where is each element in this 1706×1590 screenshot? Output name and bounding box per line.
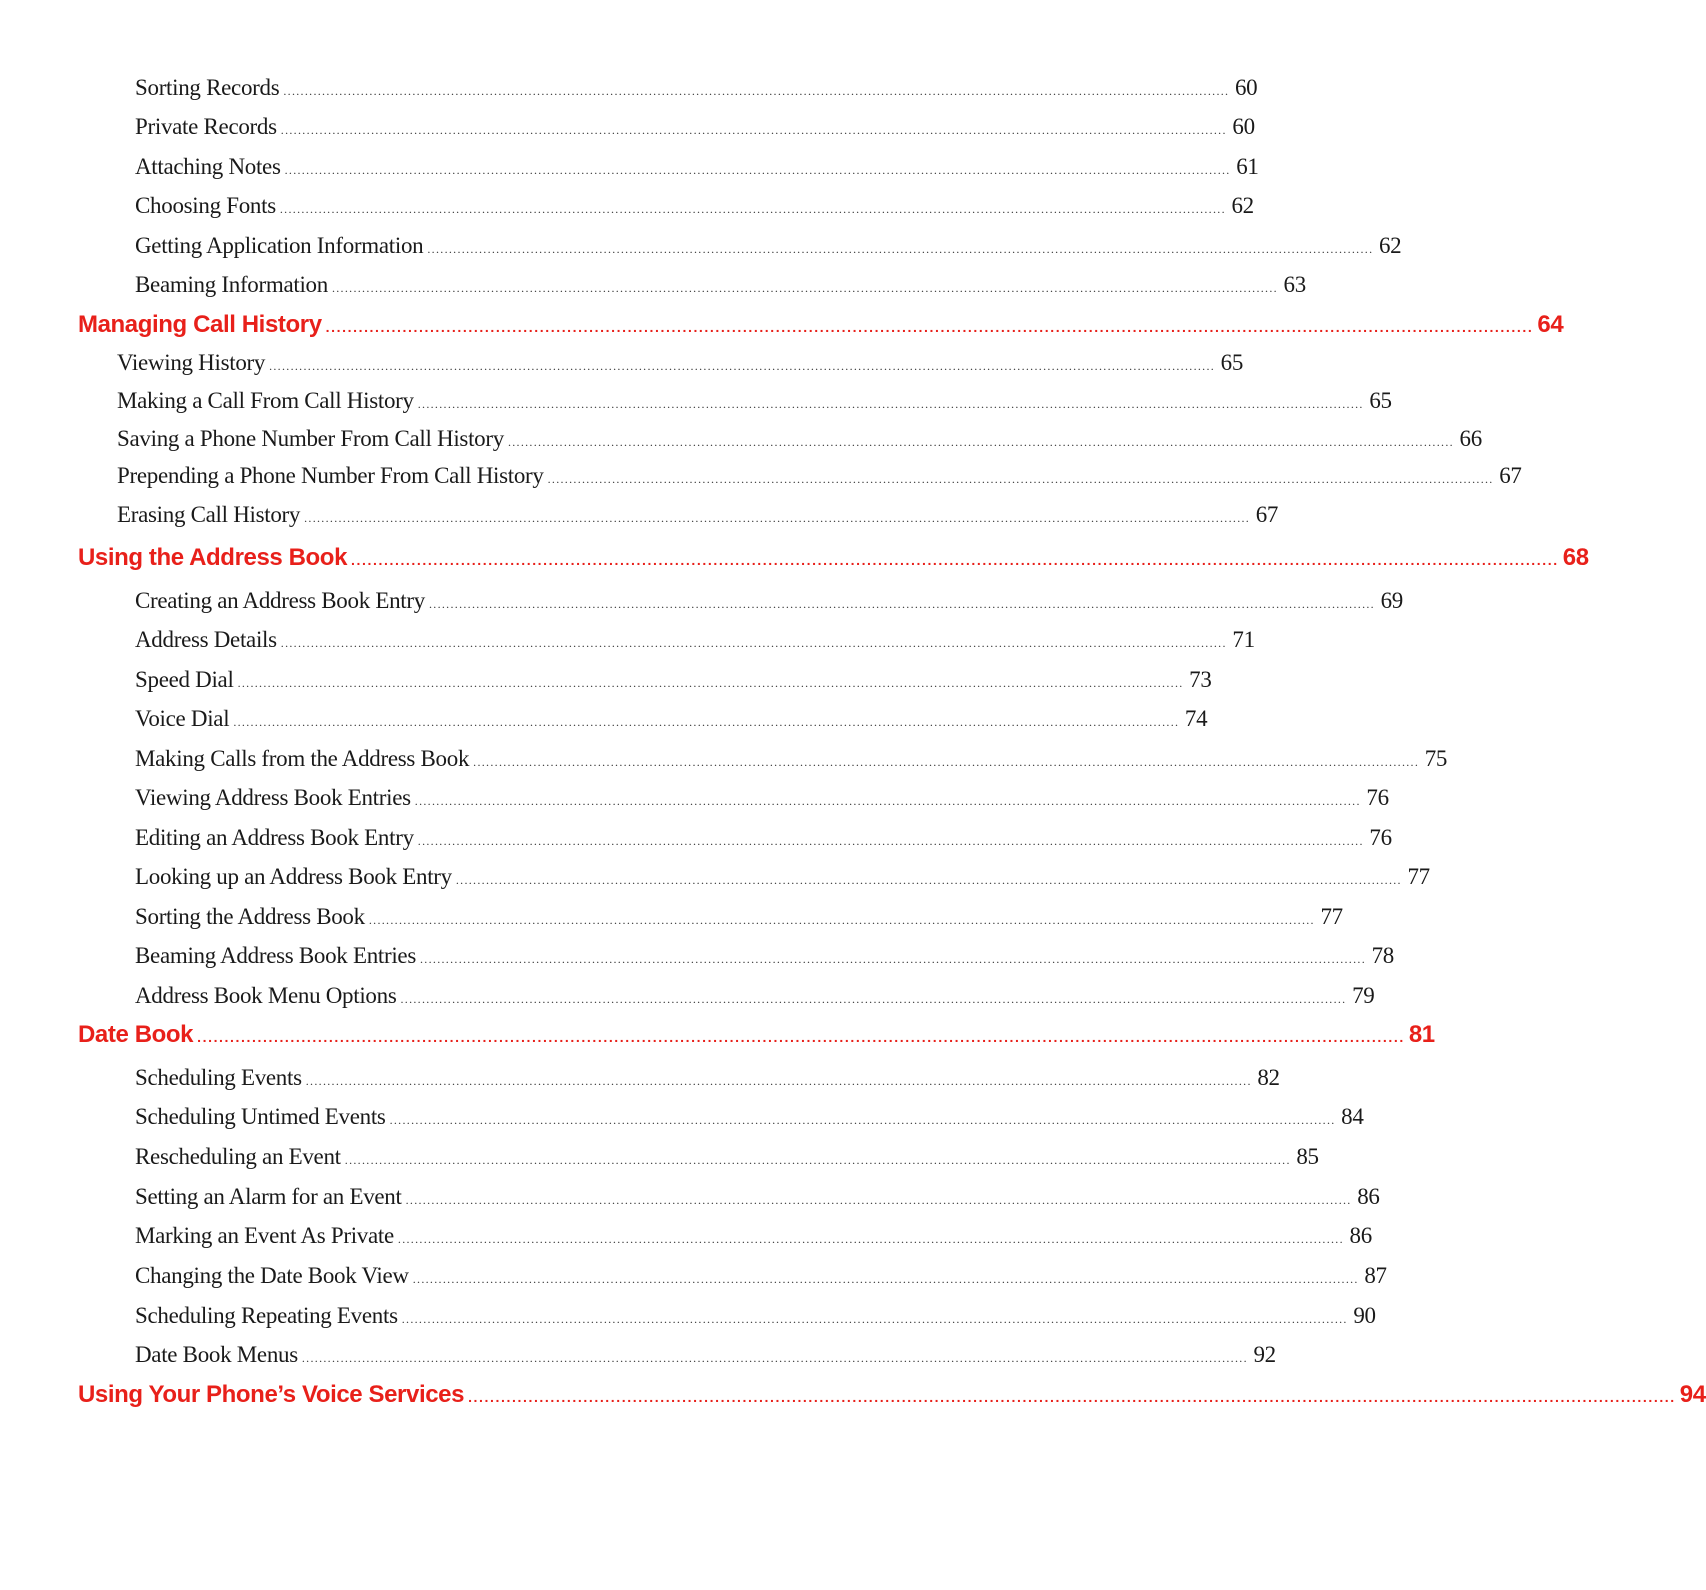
dot-leader: ............................................................................................................................................................................................................................ (428, 597, 1375, 611)
toc-page-number: 71 (1232, 627, 1255, 652)
dot-leader: ............................................................................................................................................................................................................................ (417, 397, 1364, 411)
toc-entry-title: Voice Dial (135, 706, 230, 731)
dot-leader: ............................................................................................................................................................................................................................ (280, 123, 1227, 137)
toc-entry-title: Getting Application Information (135, 233, 424, 258)
toc-entry[interactable] (135, 625, 1255, 655)
toc-page-number: 68 (1562, 544, 1589, 571)
toc-entry-title: Making a Call From Call History (117, 388, 414, 413)
dot-leader: ............................................................................................................................................................................................................................ (397, 1232, 1344, 1246)
dot-leader: ............................................................................................................................................................................................................................ (420, 952, 1366, 966)
toc-entry[interactable] (135, 704, 1208, 734)
dot-leader: ............................................................................................................................................................................................................................ (280, 636, 1227, 650)
toc-entry-title: Looking up an Address Book Entry (135, 864, 452, 889)
toc-entry[interactable] (135, 941, 1394, 971)
dot-leader: ............................................................................................................................................................................................................................ (279, 202, 1226, 216)
toc-entry[interactable] (135, 1102, 1364, 1132)
toc-entry-title: Scheduling Repeating Events (135, 1303, 398, 1328)
dot-leader: ............................................................................................................................................................................................................................ (401, 1312, 1348, 1326)
toc-entry-title: Prepending a Phone Number From Call History (117, 463, 544, 488)
toc-entry[interactable] (135, 1182, 1380, 1212)
dot-leader: ............................................................................................................................................................................................................................ (237, 676, 1184, 690)
toc-entry[interactable] (135, 1261, 1387, 1291)
toc-entry[interactable] (135, 823, 1392, 853)
toc-entry-title: Private Records (135, 114, 277, 139)
dot-leader: ............................................................................................................................................................................................................................ (233, 715, 1180, 729)
toc-entry-title: Viewing Address Book Entries (135, 785, 411, 810)
toc-page-number: 74 (1184, 706, 1208, 731)
toc-entry[interactable] (135, 112, 1255, 142)
toc-page-number: 77 (1407, 864, 1430, 889)
dot-leader: ............................................................................................................................................................................................................................ (284, 163, 1231, 177)
toc-entry-title: Address Details (135, 627, 277, 652)
dot-leader: ............................................................................................................................................................................................................................ (301, 1351, 1248, 1365)
toc-page-number: 60 (1232, 114, 1255, 139)
toc-page-number: 60 (1234, 75, 1258, 100)
toc-entry-title: Using the Address Book (78, 544, 348, 571)
toc-entry-title: Scheduling Events (135, 1065, 302, 1090)
dot-leader: ............................................................................................................................................................................................................................ (473, 755, 1420, 769)
toc-entry[interactable] (135, 981, 1375, 1011)
toc-page-number: 76 (1366, 785, 1389, 810)
dot-leader: ............................................................................................................................................................................................................................ (305, 1074, 1252, 1088)
toc-page-number: 61 (1236, 154, 1259, 179)
toc-page-number: 66 (1459, 426, 1482, 451)
dot-leader: ............................................................................................................................................................................................................................ (197, 1029, 1405, 1045)
toc-page-number: 62 (1378, 233, 1402, 258)
toc-page-number: 92 (1253, 1342, 1276, 1367)
toc-entry-title: Erasing Call History (117, 502, 301, 527)
toc-page-number: 81 (1408, 1021, 1435, 1048)
dot-leader: ............................................................................................................................................................................................................................ (269, 359, 1216, 373)
toc-page-number: 78 (1371, 943, 1394, 968)
toc-entry[interactable] (135, 73, 1258, 103)
dot-leader: ............................................................................................................................................................................................................................ (304, 511, 1251, 525)
toc-entry-title: Creating an Address Book Entry (135, 588, 425, 613)
dot-leader: ............................................................................................................................................................................................................................ (368, 913, 1315, 927)
dot-leader: ............................................................................................................................................................................................................................ (351, 552, 1559, 568)
toc-entry[interactable] (135, 862, 1430, 892)
dot-leader: ............................................................................................................................................................................................................................ (400, 992, 1347, 1006)
toc-entry-title: Attaching Notes (135, 154, 281, 179)
toc-page-number: 94 (1679, 1381, 1706, 1408)
toc-page-number: 67 (1255, 502, 1279, 527)
toc-entry-title: Scheduling Untimed Events (135, 1104, 386, 1129)
dot-leader: ............................................................................................................................................................................................................................ (417, 834, 1364, 848)
toc-section-entry[interactable] (78, 1019, 1435, 1051)
dot-leader: ............................................................................................................................................................................................................................ (468, 1389, 1676, 1405)
toc-entry-title: Marking an Event As Private (135, 1223, 394, 1248)
dot-leader: ............................................................................................................................................................................................................................ (414, 794, 1361, 808)
toc-entry[interactable] (135, 1340, 1276, 1370)
toc-entry[interactable] (135, 152, 1259, 182)
toc-entry-title: Managing Call History (78, 311, 322, 338)
toc-entry[interactable] (135, 1221, 1372, 1251)
toc-entry[interactable] (117, 461, 1522, 491)
toc-entry[interactable] (135, 1301, 1376, 1331)
toc-entry[interactable] (135, 902, 1343, 932)
toc-section-entry[interactable] (78, 1379, 1706, 1411)
toc-entry-title: Saving a Phone Number From Call History (117, 426, 504, 451)
toc-entry-title: Sorting the Address Book (135, 904, 365, 929)
toc-entry[interactable] (135, 744, 1448, 774)
toc-entry[interactable] (135, 586, 1403, 616)
toc-entry[interactable] (135, 1142, 1319, 1172)
toc-entry-title: Changing the Date Book View (135, 1263, 409, 1288)
toc-entry-title: Editing an Address Book Entry (135, 825, 414, 850)
toc-page-number: 79 (1352, 983, 1375, 1008)
toc-page-number: 69 (1380, 588, 1403, 613)
toc-section-entry[interactable] (78, 542, 1589, 574)
toc-entry-title: Setting an Alarm for an Event (135, 1184, 402, 1209)
toc-entry-title: Speed Dial (135, 667, 234, 692)
toc-page-number: 77 (1320, 904, 1343, 929)
toc-section-entry[interactable] (78, 309, 1564, 341)
dot-leader: ............................................................................................................................................................................................................................ (412, 1272, 1359, 1286)
dot-leader: ............................................................................................................................................................................................................................ (405, 1193, 1352, 1207)
toc-entry[interactable] (135, 191, 1254, 221)
toc-entry-title: Date Book (78, 1021, 194, 1048)
toc-page-number: 64 (1537, 311, 1564, 338)
toc-entry[interactable] (117, 424, 1482, 454)
toc-entry-title: Beaming Information (135, 272, 328, 297)
toc-page-number: 86 (1349, 1223, 1372, 1248)
toc-entry[interactable] (117, 500, 1279, 530)
toc-entry[interactable] (117, 348, 1244, 378)
toc-entry[interactable] (135, 783, 1389, 813)
toc-page-number: 62 (1231, 193, 1254, 218)
toc-page-number: 65 (1220, 350, 1244, 375)
toc-page-number: 85 (1296, 1144, 1319, 1169)
toc-page-number: 84 (1341, 1104, 1364, 1129)
toc-entry-title: Choosing Fonts (135, 193, 276, 218)
toc-page-number: 63 (1283, 272, 1306, 297)
toc-entry-title: Making Calls from the Address Book (135, 746, 470, 771)
toc-entry-title: Date Book Menus (135, 1342, 298, 1367)
toc-page-number: 75 (1424, 746, 1448, 771)
dot-leader: ............................................................................................................................................................................................................................ (389, 1113, 1336, 1127)
dot-leader: ............................................................................................................................................................................................................................ (547, 472, 1494, 486)
toc-entry[interactable] (135, 1063, 1280, 1093)
dot-leader: ............................................................................................................................................................................................................................ (507, 435, 1454, 449)
toc-page-number: 82 (1257, 1065, 1280, 1090)
dot-leader: ............................................................................................................................................................................................................................ (325, 319, 1534, 335)
dot-leader: ............................................................................................................................................................................................................................ (427, 242, 1374, 256)
toc-page-number: 65 (1369, 388, 1392, 413)
dot-leader: ............................................................................................................................................................................................................................ (455, 873, 1402, 887)
toc-entry[interactable] (135, 270, 1306, 300)
toc-entry[interactable] (117, 386, 1392, 416)
dot-leader: ............................................................................................................................................................................................................................ (331, 281, 1278, 295)
toc-page-number: 76 (1369, 825, 1392, 850)
toc-entry-title: Viewing History (117, 350, 266, 375)
toc-entry-title: Using Your Phone’s Voice Services (78, 1381, 465, 1408)
toc-page-number: 86 (1357, 1184, 1380, 1209)
dot-leader: ............................................................................................................................................................................................................................ (283, 84, 1230, 98)
toc-entry[interactable] (135, 665, 1212, 695)
toc-page-number: 67 (1499, 463, 1522, 488)
toc-entry[interactable] (135, 231, 1402, 261)
toc-page-number: 90 (1353, 1303, 1376, 1328)
toc-entry-title: Sorting Records (135, 75, 280, 100)
toc-page-number: 87 (1364, 1263, 1387, 1288)
toc-page-number: 73 (1189, 667, 1212, 692)
toc-entry-title: Rescheduling an Event (135, 1144, 341, 1169)
dot-leader: ............................................................................................................................................................................................................................ (344, 1153, 1291, 1167)
toc-entry-title: Address Book Menu Options (135, 983, 397, 1008)
toc-entry-title: Beaming Address Book Entries (135, 943, 416, 968)
